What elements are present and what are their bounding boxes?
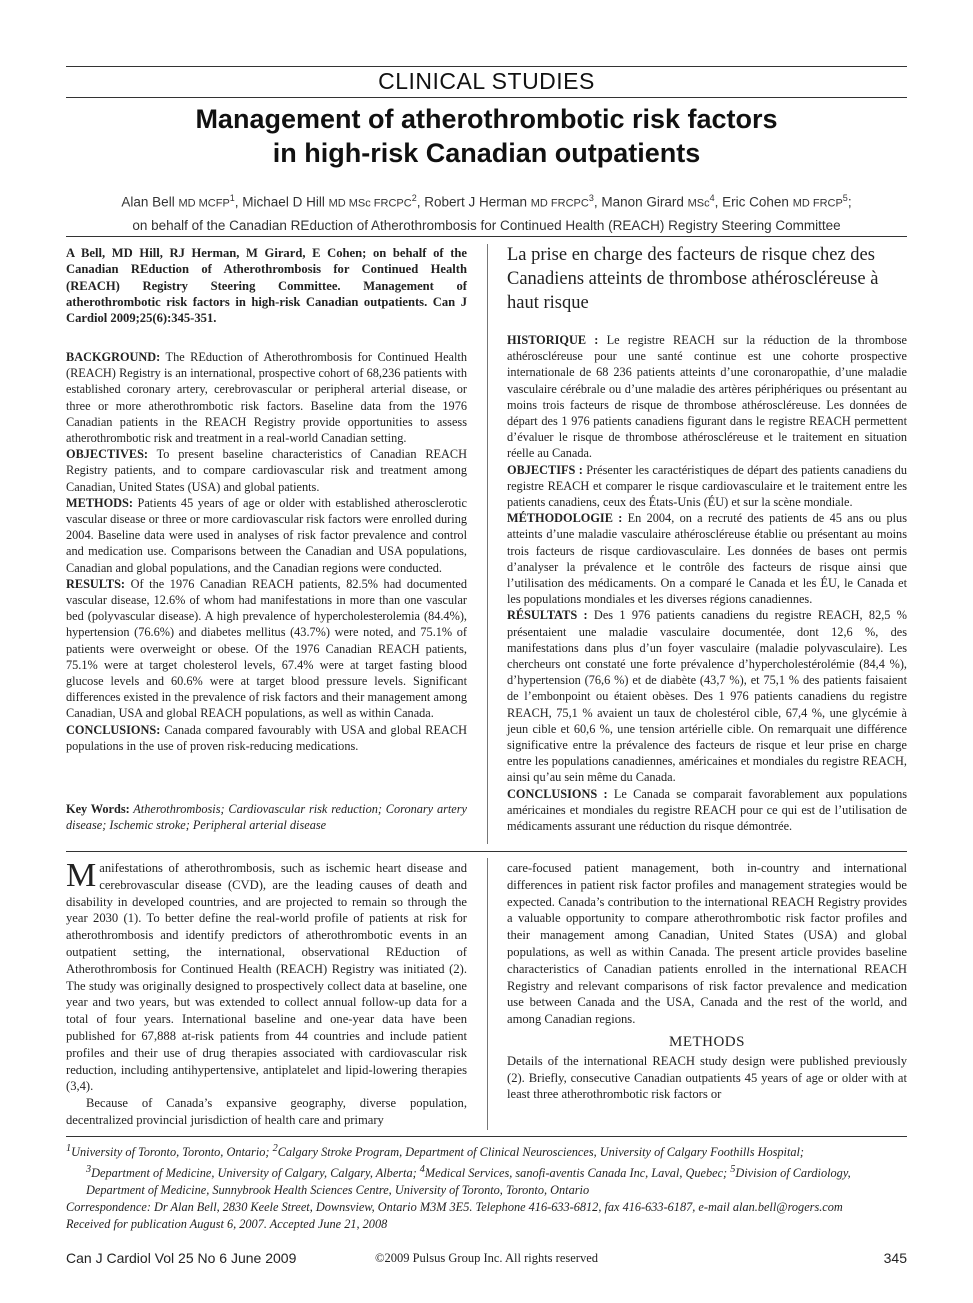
abstract-objectifs: OBJECTIFS : Présenter les caractéristiques de départ des patients canadiens du registre REACH et comparer le risque cardiovasculaire et le traitement entre les patients canadiens, ceux des États-Unis (ÉU) et sur la scène mondiale. bbox=[507, 462, 907, 510]
citation: A Bell, MD Hill, RJ Herman, M Girard, E Cohen; on behalf of the Canadian REduction of Atherothrombosis for Continued Health (REACH) Registry Steering Committee. Management of atherothrombotic risk factors in high-risk Canadian outpatients. Can J Cardiol 2009;25(6):345-351. bbox=[66, 246, 467, 326]
abstract-methods: METHODS: Patients 45 years of age or older with established atherosclerotic vascular disease or three or more cardiovascular risk factors were enrolled during 2004. Baseline data were used in analyses of risk factor prevalence and control and medication use. Comparisons between the Canadian and USA populations, Canadian and global populations, and the Canadian regions were conducted. bbox=[66, 495, 467, 575]
body-right-column bbox=[507, 860, 907, 1103]
abstract-objectives: OBJECTIVES: To present baseline characteristics of Canadian REACH Registry patients, and to compare cardiovascular risk and treatment among Canadian, United States (USA) and global patients. bbox=[66, 447, 467, 494]
affiliation-line-3: Department of Medicine, Sunnybrook Health Sciences Centre, University of Toronto, Toronto, Ontario bbox=[86, 1183, 590, 1198]
body-divider bbox=[487, 858, 488, 1130]
author-line-2: on behalf of the Canadian REduction of Atherothrombosis for Continued Health (REACH) Registry Steering Committee bbox=[132, 217, 841, 233]
body-paragraph-2: Because of Canada’s expansive geography, diverse population, decentralized provincial jurisdiction of health care and primary bbox=[66, 1096, 467, 1127]
footnote-rule bbox=[66, 1136, 907, 1137]
drop-cap: M bbox=[66, 857, 97, 894]
footnotes bbox=[66, 1140, 907, 1233]
correspondence: Correspondence: Dr Alan Bell, 2830 Keele Street, Downsview, Ontario M3M 3E5. Telephone 416-633-6812, fax 416-633-6187, e-mail alan.bell@rogers.com bbox=[66, 1200, 843, 1215]
top-rule bbox=[66, 66, 907, 67]
abstract-bottom-rule bbox=[66, 851, 907, 852]
title-line-1: Management of atherothrombotic risk factors bbox=[195, 104, 778, 134]
abstract-conclusions-fr: CONCLUSIONS : Le Canada se comparait favorablement aux populations américaines et mondiales du registre REACH pour ce qui est de l’utilisation de médicaments assurant une réduction du risque démontrée. bbox=[507, 786, 908, 834]
affiliation-line-2: $^3$Department of Medicine, University of Calgary, Calgary, Alberta; $^4$Medical Services, sanofi-aventis Canada Inc, Laval, Quebec; $^5$Division of Cardiology, bbox=[86, 1164, 851, 1181]
abstract-methodologie: MÉTHODOLOGIE : En 2004, on a recruté des patients de 45 ans ou plus atteints d’une maladie vasculaire athéroscléreuse établie ou présentant au moins trois facteurs de risque cardiovasculaire. Les données de bases ont permis d’analyser la prévalence et le contrôle des facteurs de risque ainsi que l’utilisation des médicaments. On a comparé le Canada et les ÉU, le Canada et les populations mondiales et les diverses régions canadiennes. bbox=[507, 511, 907, 607]
author-list bbox=[66, 188, 907, 236]
abstract-results: RESULTS: Of the 1976 Canadian REACH patients, 82.5% had documented vascular disease, 12.6% of whom had manifestations in more than one vascular bed (polyvascular disease). A high prevalence of hypercholesterolemia (84.4%), hypertension (76.6%) and diabetes mellitus (43.7%) were noted, and 75.1% of patients were overweight or obese. Of the 1976 Canadian REACH patients, 75.1% were at target cholesterol levels, 67.4% were at target fasting blood glucose levels and 60.6% were at target blood pressure levels. Significant differences existed in the prevalence of risk factors and their management among Canadian, USA and global REACH populations, as well as within Canada. bbox=[66, 576, 467, 721]
body-paragraph-3: care-focused patient management, both in-country and international differences in patient risk factor profiles and management strategies would be expected. Canada’s contribution to the international REACH Registry provides a valuable opportunity to compare atherothrombotic risk factor profiles and their management among Canadian, United States (USA) and global populations, as well as within Canada. The present article provides baseline characteristics of Canadian patients enrolled in the international REACH Registry and relevant comparisons of risk factor prevalence and medication use between Canada and the USA, Canada and the rest of the world, and among Canadian regions. bbox=[507, 861, 907, 1027]
copyright: ©2009 Pulsus Group Inc. All rights reserved bbox=[374, 1251, 599, 1265]
french-title: La prise en charge des facteurs de risque chez des Canadiens atteints de thrombose athéroscléreuse à haut risque bbox=[507, 245, 879, 313]
abstract-conclusions: CONCLUSIONS: Canada compared favourably with USA and global REACH populations in the use of proven risk-reducing medications. bbox=[66, 722, 467, 753]
article-title bbox=[66, 102, 907, 170]
page-number: 345 bbox=[883, 1250, 907, 1266]
body-paragraph-4: Details of the international REACH study design were published previously (2). Briefly, consecutive Canadian outpatients 45 years of age or older with at least three atherothrombotic risk factors or bbox=[507, 1053, 907, 1102]
section-label: CLINICAL STUDIES bbox=[378, 68, 595, 94]
abstract-divider bbox=[487, 244, 488, 844]
affiliation-line-1: $^1$University of Toronto, Toronto, Ontario; $^2$Calgary Stroke Program, Department of Clinical Neurosciences, University of Calgary Foothills Hospital; bbox=[66, 1143, 805, 1160]
abstract-historique: HISTORIQUE : Le registre REACH sur la réduction de la thrombose athéroscléreuse pour une santé continue est une cohorte prospective internationale de 68 236 patients atteints d’une coronaropathie, d’une maladie vasculaire cérébrale ou d’une maladie des artères périphériques ou présentant au moins trois facteurs de risque de thrombose athéroscléreuse. Les données de départ des 1 976 patients canadiens figurant dans le registre REACH permettent d’évaluer le risque de thrombose athéroscléreuse et le traitement en situation réelle au Canada. bbox=[507, 333, 908, 461]
body-left-column bbox=[66, 857, 467, 1129]
author-rule bbox=[66, 236, 907, 237]
journal-footer: Can J Cardiol Vol 25 No 6 June 2009 bbox=[66, 1250, 297, 1266]
keywords: Key Words: Atherothrombosis; Cardiovascular risk reduction; Coronary artery disease; Ischemic stroke; Peripheral arterial disease bbox=[66, 802, 467, 833]
abstract-english bbox=[66, 349, 467, 754]
abstract-background: BACKGROUND: The REduction of Atherothrombosis for Continued Health (REACH) Registry is an international, prospective cohort of 68,236 patients with established coronary artery, cerebrovascular or peripheral arterial disease, or three or more atherothrombotic risk factors. Baseline data from the 1976 Canadian patients in the REACH Registry provide opportunities to assess atherothrombotic risk and treatment in a real-world Canadian setting. bbox=[66, 350, 467, 446]
title-line-2: in high-risk Canadian outpatients bbox=[272, 138, 701, 168]
abstract-resultats: RÉSULTATS : Des 1 976 patients canadiens du registre REACH, 82,5 % présentaient une maladie vasculaire documentée, dont 12,6 %, des manifestations dans plus d’un foyer vasculaire (maladie polyvasculaire). Les chercheurs ont constaté une forte prévalence d’hypercholestérolémie (84,4 %), d’hypertension (76,6 %) et de diabète (43,7 %), et 75,1 % des patients faisaient de l’embonpoint ou étaient obèses. Des 1 976 patients canadiens du registre REACH, 75,1 % avaient un taux de cholestérol cible, 67,4 %, une glycémie à jeun cible et 60,6 %, une tension artérielle cible. On remarquait une différence significative entre la prévalence des facteurs de risque et leur prise en charge entre les populations canadiennes, américaines et mondiales du registre REACH, ainsi qu’au sein même du Canada. bbox=[507, 608, 908, 785]
abstract-french bbox=[507, 332, 907, 834]
intro-paragraph: Manifestations of atherothrombosis, such as ischemic heart disease and cerebrovascular disease (CVD), are the leading causes of death and disability in developed countries, and are projected to remain so through the year 2030 (1). To better define the real-world profile of patients at risk for atherothrombosis and identify predictors of atherothrombotic events in an outpatient setting, the international, observational REduction of Atherothrombosis for Continued Health (REACH) Registry was initiated (2). The study was originally designed to prospectively collect data at baseline, one year and two years, but was extended to collect annual follow-up data for a total of four years. International baseline and one-year data have been published for 67,888 at-risk patients from 44 countries and include patient profiles and their use of drug therapies associated with cardiovascular risk reduction, including antihypertensive, antiplatelet and lipid-lowering therapies (3,4). bbox=[66, 857, 467, 1094]
author-line-1: Alan Bell MD MCFP$^1$, Michael D Hill MD MSc FRCPC$^2$, Robert J Herman MD FRCPC$^3$, Manon Girard MSc$^4$, Eric Cohen MD FRCP$^5$; bbox=[121, 193, 852, 210]
methods-heading: METHODS bbox=[668, 1033, 745, 1050]
section-rule bbox=[66, 97, 907, 98]
received-date: Received for publication August 6, 2007. Accepted June 21, 2008 bbox=[66, 1217, 388, 1232]
